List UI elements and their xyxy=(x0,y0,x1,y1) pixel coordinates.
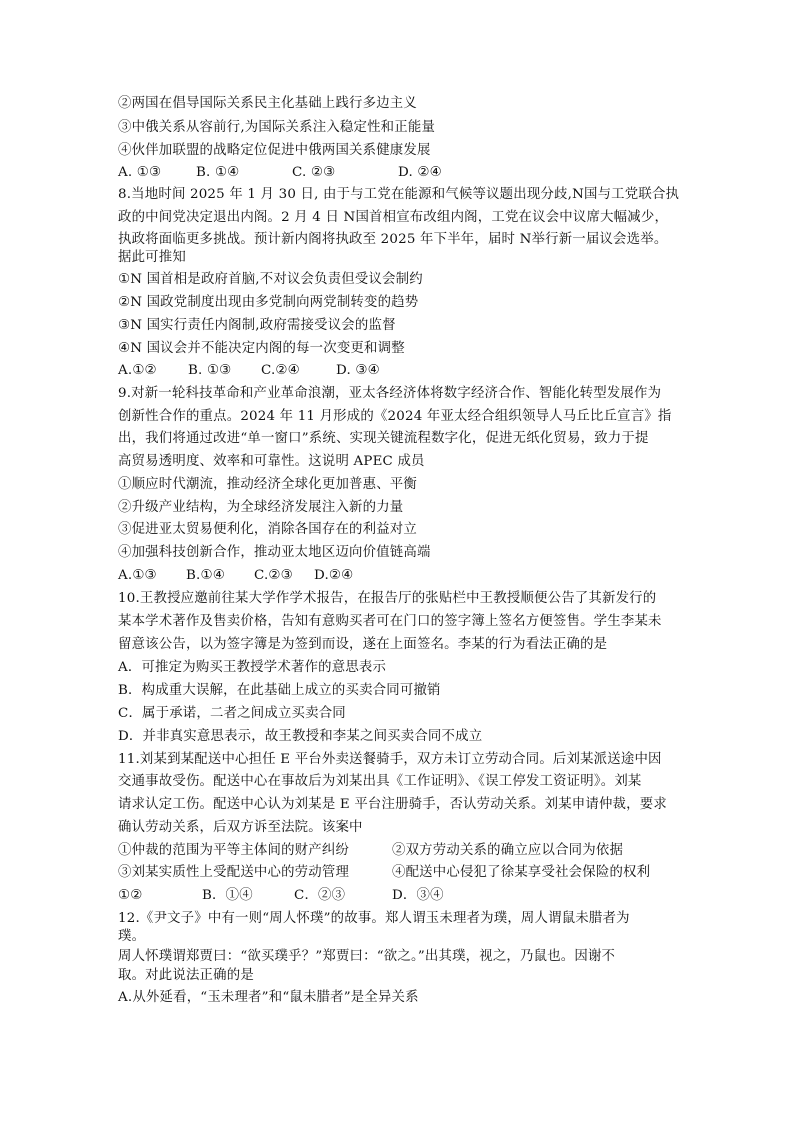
q8-item-3: ③N 国实行责任内阁制,政府需接受议会的监督 xyxy=(118,318,396,333)
q11-option-c: C．②③ xyxy=(294,888,346,903)
q10-choice-a: A．可推定为购买王教授学术著作的意思表示 xyxy=(118,660,387,675)
q9-option-d: D.②④ xyxy=(314,568,354,583)
q10-choice-c: C．属于承诺，二者之间成立买卖合同 xyxy=(118,706,346,721)
q11-item-2: ②双方劳动关系的确立应以合同为依据 xyxy=(392,843,624,858)
q11-stem-line-1: 11.刘某到某配送中心担任 E 平台外卖送餐骑手，双方未订立劳动合同。后刘某派送途中因 xyxy=(118,752,662,767)
q11-item-1: ①仲裁的范围为平等主体间的财产纠纷 xyxy=(118,843,350,858)
q11-stem-line-4: 确认劳动关系，后双方诉至法院。该案中 xyxy=(118,820,363,835)
q11-option-b: B．①④ xyxy=(202,888,253,903)
q10-choice-b: B．构成重大误解，在此基础上成立的买卖合同可撤销 xyxy=(118,683,441,698)
q8-stem-line-3: 执政将面临更多挑战。预计新内阁将执政至 2025 年下半年，届时 N举行新一届议会选举。 xyxy=(118,232,668,247)
q11-option-a: ①② xyxy=(118,888,143,903)
q12-choice-a: A.从外延看，“玉未理者”和“鼠未腊者”是全异关系 xyxy=(118,990,419,1005)
q9-item-3: ③促进亚太贸易便利化，消除各国存在的利益对立 xyxy=(118,522,417,537)
q9-item-2: ②升级产业结构，为全球经济发展注入新的力量 xyxy=(118,500,404,515)
q7-item-2: ②两国在倡导国际关系民主化基础上践行多边主义 xyxy=(118,96,417,111)
q10-stem-line-3: 留意该公告，以为签字簿是为签到而设，遂在上面签名。李某的行为看法正确的是 xyxy=(118,637,608,652)
q8-item-2: ②N 国政党制度出现由多党制向两党制转变的趋势 xyxy=(118,295,419,310)
q7-option-b: B. ①④ xyxy=(196,165,240,180)
q8-option-a: A.①② xyxy=(118,363,157,378)
q10-stem-line-2: 某本学术著作及售卖价格，告知有意购买者可在门口的签字簿上签名方便签售。学生李某未 xyxy=(118,614,662,629)
q8-option-d: D. ③④ xyxy=(336,363,380,378)
q8-option-b: B. ①③ xyxy=(188,363,232,378)
q9-stem-line-3: 出，我们将通过改进“单一窗口”系统、实现关键流程数字化，促进无纸化贸易，致力于提 xyxy=(118,431,649,446)
q7-option-c: C. ②③ xyxy=(292,165,336,180)
q11-stem-line-2: 交通事故受伤。配送中心在事故后为刘某出具《工作证明》、《误工停发工资证明》。刘某 xyxy=(118,774,642,789)
q12-stem-line-3: 周人怀璞谓郑贾曰：“欲买璞乎？”郑贾曰：“欲之。”出其璞，视之，乃鼠也。因谢不 xyxy=(118,949,616,964)
q9-stem-line-2: 创新性合作的重点。2024 年 11 月形成的《2024 年亚太经合组织领导人马丘比丘宣言》指 xyxy=(118,409,672,424)
q8-stem-line-2: 政的中间党决定退出内阁。2 月 4 日 N国首相宣布改组内阁，工党在议会中议席大幅减少， xyxy=(118,210,669,225)
q10-stem-line-1: 10.王教授应邀前往某大学作学术报告，在报告厅的张贴栏中王教授顺便公告了其新发行的 xyxy=(118,591,657,606)
q8-stem-line-4: 据此可推知 xyxy=(118,250,186,265)
q9-option-a: A.①③ xyxy=(118,568,157,583)
q12-stem-line-4: 取。对此说法正确的是 xyxy=(118,968,254,983)
q7-item-4: ④伙伴加联盟的战略定位促进中俄两国关系健康发展 xyxy=(118,143,431,158)
q8-item-1: ①N 国首相是政府首脑,不对议会负责但受议会制约 xyxy=(118,272,423,287)
q9-option-c: C.②③ xyxy=(254,568,293,583)
q10-choice-d: D．并非真实意思表示，故王教授和李某之间买卖合同不成立 xyxy=(118,729,483,744)
q9-option-b: B.①④ xyxy=(186,568,225,583)
q9-stem-line-1: 9.对新一轮科技革命和产业革命浪潮，亚太各经济体将数字经济合作、智能化转型发展作为 xyxy=(118,386,662,401)
q8-stem-line-1: 8.当地时间 2025 年 1 月 30 日, 由于与工党在能源和气候等议题出现分歧,N国与工党联合执 xyxy=(118,187,680,202)
q9-item-1: ①顺应时代潮流，推动经济全球化更加普惠、平衡 xyxy=(118,477,417,492)
q12-stem-line-1: 12.《尹文子》中有一则“周人怀璞”的故事。郑人谓玉未理者为璞，周人谓鼠未腊者为 xyxy=(118,911,630,926)
q8-item-4: ④N 国议会并不能决定内阁的每一次变更和调整 xyxy=(118,341,405,356)
q11-stem-line-3: 请求认定工伤。配送中心认为刘某是 E 平台注册骑手，否认劳动关系。刘某申请仲裁，要求 xyxy=(118,797,667,812)
q7-item-3: ③中俄关系从容前行,为国际关系注入稳定性和正能量 xyxy=(118,120,436,135)
q11-option-d: D．③④ xyxy=(392,888,444,903)
q11-item-4: ④配送中心侵犯了徐某享受社会保险的权利 xyxy=(392,865,651,880)
q12-stem-line-2: 璞。 xyxy=(118,929,146,944)
q9-item-4: ④加强科技创新合作，推动亚太地区迈向价值链高端 xyxy=(118,545,431,560)
q7-option-d: D. ②④ xyxy=(398,165,442,180)
q11-item-3: ③刘某实质性上受配送中心的劳动管理 xyxy=(118,865,350,880)
q8-option-c: C.②④ xyxy=(261,363,300,378)
q9-stem-line-4: 高贸易透明度、效率和可靠性。这说明 APEC 成员 xyxy=(118,454,425,469)
q7-option-a: A. ①③ xyxy=(118,165,162,180)
